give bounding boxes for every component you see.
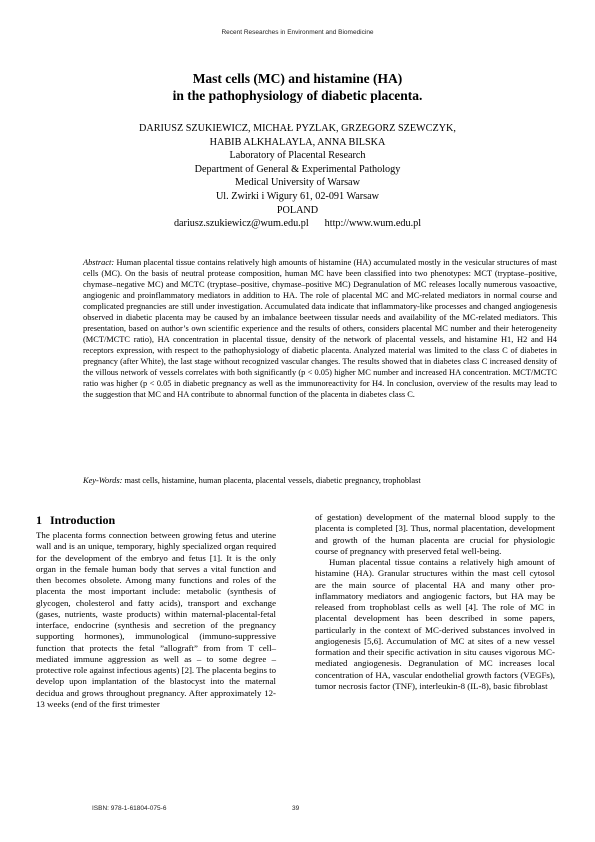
section-heading xyxy=(36,513,123,528)
affiliation-department: Department of General & Experimental Pathology xyxy=(194,163,401,175)
abstract-label: Abstract: xyxy=(83,258,115,267)
paper-title xyxy=(0,70,595,104)
author-block xyxy=(0,122,595,231)
section-number: 1 xyxy=(36,513,42,527)
affiliation-address: Ul. Zwirki i Wigury 61, 02-091 Warsaw xyxy=(215,190,380,202)
abstract-text: Human placental tissue contains relatively high amounts of histamine (HA) accumulated mostly in the vesicular structures of mast cells (MC). On the basis of neutral protease composition, human MC have been classified into two phenotypes: MCT (tryptase–positive, chymase–negative MC) and MCTC (tryptase–positive, chymase–positive MC) Degranulation of MC releases locally numerous vasoactive, angiogenic and proinflammatory mediators in addition to HA. The role of placental MC and MC-related mediators in normal course and complicated pregnancies are still under investigation. Accumulated data indicate that inflammatory-like processes and changed angiogenesis observed in diabetic placenta may be caused by an imbalance beetween tissular needs and availability of the MC-related mediators. This presentation, based on author’s own scientific experience and the results of others, considers placental MC number and their heterogeneity (MCT/MCTC ratio), HA concentration in placental tissue, density of the network of placental vessels, and histamine H1, H2 and H4 receptors expression, with respect to the pathophysiology of diabetic placenta. Analyzed material was limited to the class C of diabetes in pregnancy (after White), the last stage without recognized vascular changes. The results showed that in diabetes class C increased density of the villous network of vessels correlates with both significantly (p < 0.05) higher MC number and increased HA concentration. MCT/MCTC ratio was higher (p < 0.05 in diabetic pregnancy as well as the immunoreactivity for H4. In conclusion, overview of the results may lead to the suggestion that MC and HA contribute to abnormal function of the placenta in diabetes class C. xyxy=(83,258,557,399)
footer-isbn: ISBN: 978-1-61804-075-6 xyxy=(92,805,167,812)
running-head: Recent Researches in Environment and Biomedicine xyxy=(221,29,374,36)
title-line-1: Mast cells (MC) and histamine (HA) xyxy=(192,71,403,86)
keywords-text: mast cells, histamine, human placenta, placental vessels, diabetic pregnancy, trophoblast xyxy=(122,476,421,485)
keywords xyxy=(83,475,557,486)
affiliation-lab: Laboratory of Placental Research xyxy=(229,150,366,162)
intro-paragraph-2: Human placental tissue contains a relatively high amount of histamine (HA). Granular structures within the mast cell cytosol are the main source of placental HA and many other pro-inflammatory mediators and angiogenic factors, but HA may be released from trophoblast cells as well [4]. The role of MC in placental development has been described in some papers, particularly in the context of MC-derived substances involved in angiogenesis [5,6]. Accumulation of MC at sites of a new vessel formation and their specific activation in situ causes vigorous MC-mediated angiogenesis. Degranulation of MC increases local concentration of HA, vascular endothelial growth factors (VEGFs), tumor necrosis factor (TNF), interleukin-8 (IL-8), basic fibroblast xyxy=(315,557,555,691)
affiliation-university: Medical University of Warsaw xyxy=(235,177,360,189)
institution-url[interactable]: http://www.wum.edu.pl xyxy=(324,218,422,230)
title-line-2: in the pathophysiology of diabetic placenta. xyxy=(172,88,423,103)
affiliation-country: POLAND xyxy=(276,204,319,216)
contact-line xyxy=(0,217,595,231)
authors-line-1: DARIUSZ SZUKIEWICZ, MICHAŁ PYZLAK, GRZEGORZ SZEWCZYK, xyxy=(139,123,456,134)
section-title: Introduction xyxy=(50,513,116,527)
intro-paragraph-1: The placenta forms connection between growing fetus and uterine wall and is an unique, temporary, highly specialized organ required for the development of the embryo and fetus [1]. It is the only organ in the female human body that serves a vital function and then becomes obsolete. Among many functions and roles of the placenta the most important include: metabolic (synthesis of glycogen, cholesterol and fatty acids), transport and exchange (gases, nutrients, waste products) within maternal-placental-fetal interface, endocrine (synthesis and secretion of the pregnancy supporting hormones), immunological (immuno-suppressive function that protects the fetal ”allograft” from from T cell–mediated immune aggression as well as – to some degree – protective role against infectious agents) [2]. The placenta begins to develop upon implantation of the blastocyst into the maternal decidua and grows throughout pregnancy. After approximately 12-13 weeks (end of the first trimester xyxy=(36,530,277,709)
keywords-label: Key-Words: xyxy=(83,476,123,485)
authors-line-2: HABIB ALKHALAYLA, ANNA BILSKA xyxy=(209,136,386,148)
intro-paragraph-1-continued: of gestation) development of the maternal blood supply to the placenta is completed [3]. Thus, normal placentation, development and growth of the human placenta are crucial for physiologic course of pregnancy with preserved fetal well-being. xyxy=(315,512,555,556)
body-column-left xyxy=(36,530,276,710)
author-email[interactable]: dariusz.szukiewicz@wum.edu.pl xyxy=(173,218,309,230)
abstract xyxy=(83,257,557,400)
body-column-right xyxy=(315,512,555,692)
page-number: 39 xyxy=(292,805,300,812)
